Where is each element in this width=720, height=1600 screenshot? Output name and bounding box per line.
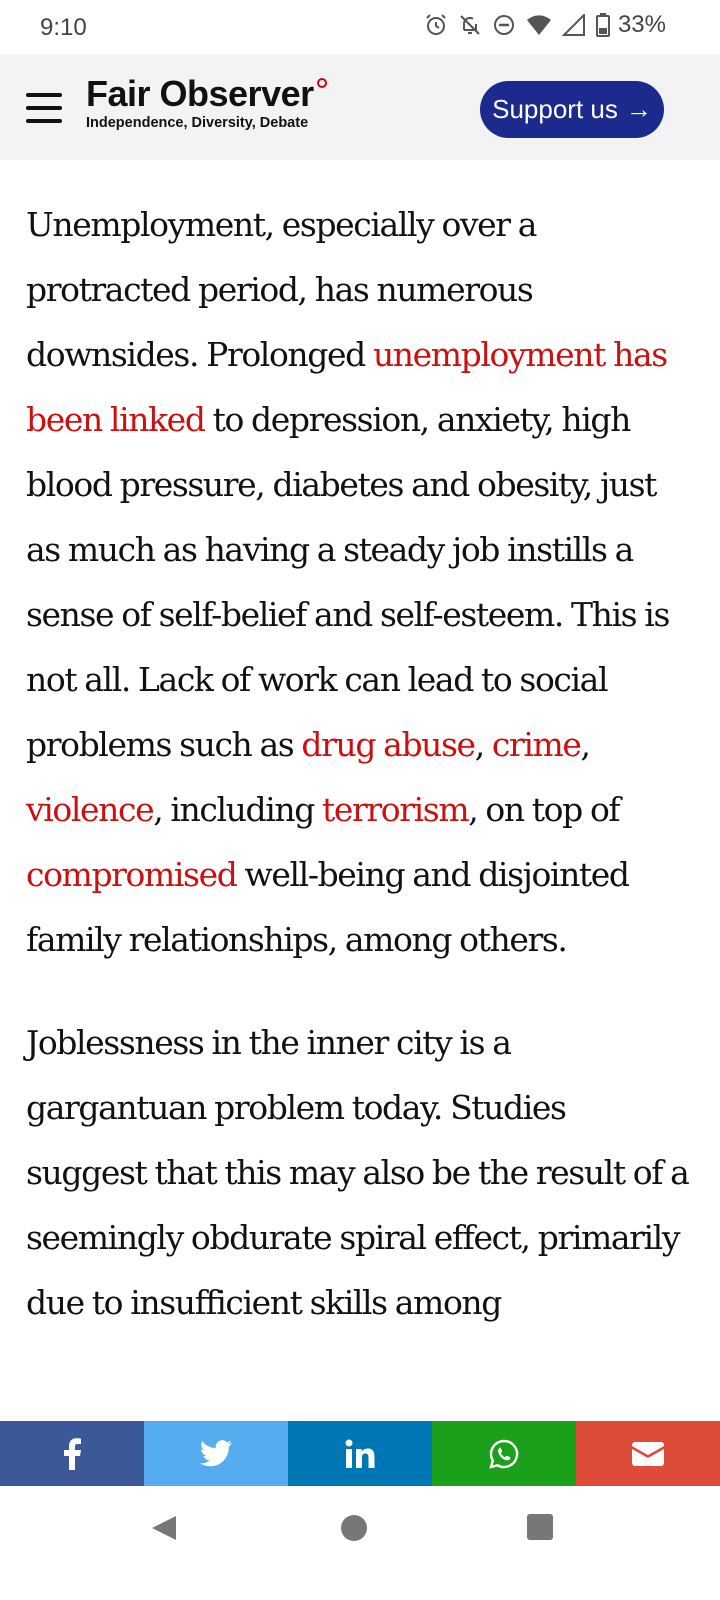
article-text: well-being and disjointed family relationships, among others. [26, 855, 629, 959]
twitter-icon [200, 1440, 232, 1467]
system-nav-bar [0, 1486, 720, 1600]
hamburger-menu-icon[interactable] [26, 93, 62, 123]
article-text: , [580, 725, 590, 764]
article-link[interactable]: compromised [26, 855, 237, 894]
status-time: 9:10 [40, 14, 87, 41]
battery-icon [596, 13, 610, 37]
logo-dot-icon [317, 78, 327, 88]
share-email-button[interactable] [576, 1421, 720, 1486]
site-logo[interactable] [86, 74, 327, 131]
notifications-off-icon [458, 13, 482, 37]
article-text: to depression, anxiety, high blood pressure, diabetes and obesity, just as much as having a steady job instills a sense of self-belief and self-esteem. This is not all. Lack of work can lead to social problems such as [26, 400, 669, 764]
battery-percent: 33% [617, 11, 666, 38]
article-link[interactable]: unemployment has been linked [26, 335, 667, 439]
article-link[interactable]: terrorism [322, 790, 469, 829]
logo-title [86, 74, 327, 114]
site-header [0, 54, 720, 160]
share-bar [0, 1421, 720, 1486]
linkedin-icon [345, 1439, 375, 1469]
whatsapp-icon [489, 1439, 519, 1469]
recents-icon[interactable] [527, 1514, 553, 1540]
article-link[interactable]: crime [491, 725, 581, 764]
article-text: , [474, 725, 492, 764]
facebook-icon [62, 1438, 82, 1470]
share-facebook-button[interactable] [0, 1421, 144, 1486]
status-bar [0, 0, 720, 54]
arrow-right-icon: → [625, 94, 652, 124]
site-tagline: Independence, Diversity, Debate [86, 115, 309, 131]
do-not-disturb-icon [492, 13, 516, 37]
article-text: Unemployment, especially over a protracted period, has numerous downsides. Prolonged [26, 205, 537, 374]
article-link[interactable]: violence [26, 790, 154, 829]
article-body [26, 192, 690, 1373]
article-paragraph [26, 1010, 690, 1335]
signal-icon [562, 14, 586, 36]
share-linkedin-button[interactable] [288, 1421, 432, 1486]
back-icon[interactable] [150, 1514, 178, 1542]
home-icon[interactable] [341, 1515, 367, 1541]
site-name: Fair Observer [86, 73, 314, 114]
article-text: Joblessness in the inner city is a gargantuan problem today. Studies suggest that this may also be the result of a seemingly obdurate spiral effect, primarily due to insufficient skills among [26, 1023, 689, 1322]
support-us-button[interactable] [480, 81, 664, 138]
article-paragraph [26, 192, 690, 972]
share-whatsapp-button[interactable] [432, 1421, 576, 1486]
status-icons [424, 11, 666, 39]
article-text: , on top of [468, 790, 620, 829]
support-us-label: Support us [492, 94, 618, 124]
alarm-icon [424, 13, 448, 37]
article-text: , including [153, 790, 323, 829]
article-link[interactable]: drug abuse [301, 725, 475, 764]
wifi-icon [526, 14, 552, 36]
share-twitter-button[interactable] [144, 1421, 288, 1486]
email-icon [632, 1442, 664, 1466]
